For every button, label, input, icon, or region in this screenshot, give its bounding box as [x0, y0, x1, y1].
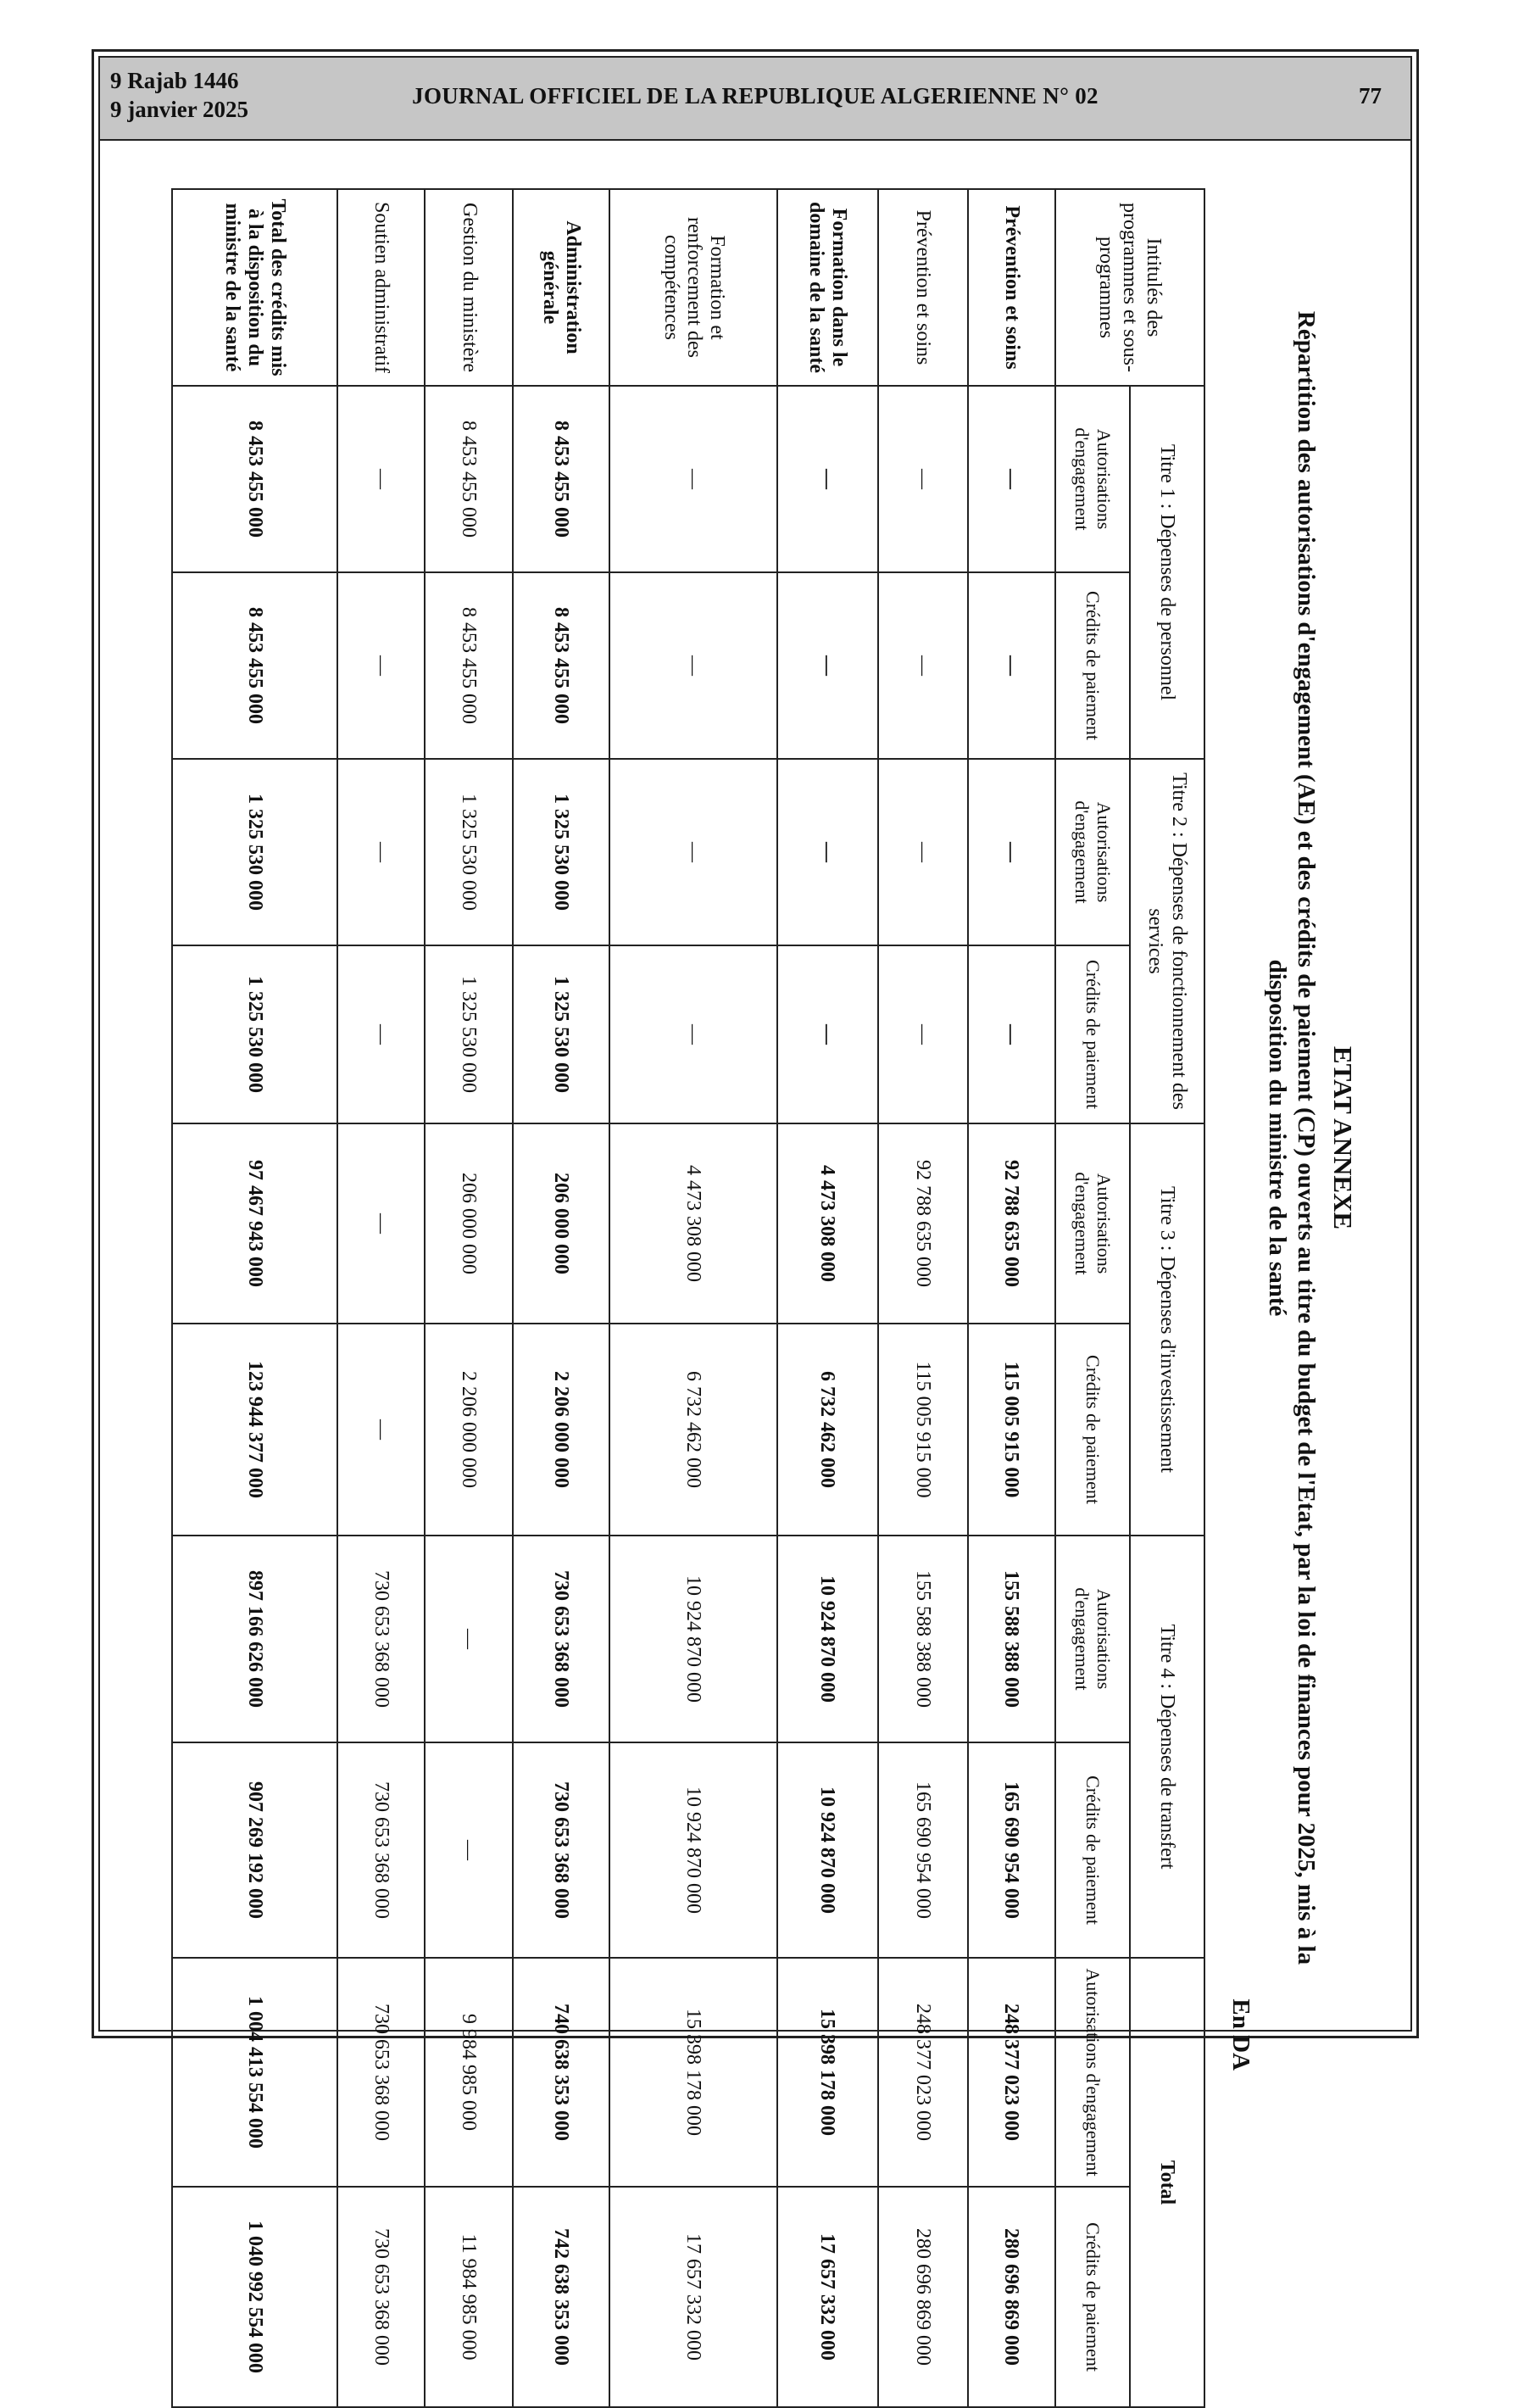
annex-title: ETAT ANNEXE — [1328, 1045, 1358, 1230]
table-row — [513, 189, 610, 2407]
table-cell: — — [337, 759, 425, 945]
header-cp: Crédits de paiement — [1055, 1324, 1130, 1536]
table-cell: — — [878, 572, 968, 759]
table-cell: 8 453 455 000 — [172, 386, 337, 572]
table-cell: 1 325 530 000 — [425, 759, 512, 945]
row-label: Gestion du ministère — [425, 189, 512, 386]
table-cell: — — [968, 945, 1055, 1123]
header-ae: Autorisations d'engagement — [1055, 759, 1130, 945]
row-label: Formation dans le domaine de la santé — [777, 189, 878, 386]
date-gregorian: 9 janvier 2025 — [110, 97, 248, 122]
table-cell: 4 473 308 000 — [777, 1123, 878, 1324]
header-label-column: Intitulés des programmes et sous-programmes — [1055, 189, 1204, 386]
table-cell: 2 206 000 000 — [513, 1324, 610, 1536]
table-cell: 15 398 178 000 — [609, 1958, 776, 2187]
table-cell: — — [609, 572, 776, 759]
table-cell: 115 005 915 000 — [878, 1324, 968, 1536]
table-cell: 730 653 368 000 — [513, 1536, 610, 1742]
table-cell: 1 325 530 000 — [513, 945, 610, 1123]
table-cell: 17 657 332 000 — [777, 2187, 878, 2407]
table-cell: — — [425, 1536, 512, 1742]
table-cell: 155 588 388 000 — [968, 1536, 1055, 1742]
table-cell: 115 005 915 000 — [968, 1324, 1055, 1536]
table-cell: — — [425, 1742, 512, 1958]
table-cell: 1 040 992 554 000 — [172, 2187, 337, 2407]
header-ae: Autorisations d'engagement — [1055, 1123, 1130, 1324]
table-cell: 11 984 985 000 — [425, 2187, 512, 2407]
journal-header — [100, 58, 1410, 141]
table-cell: 6 732 462 000 — [777, 1324, 878, 1536]
table-cell: 206 000 000 — [425, 1123, 512, 1324]
table-cell: 1 325 530 000 — [172, 759, 337, 945]
table-cell: 897 166 626 000 — [172, 1536, 337, 1742]
table-cell: — — [968, 572, 1055, 759]
table-cell: 8 453 455 000 — [513, 572, 610, 759]
annex-content — [221, 188, 1358, 2374]
table-cell: — — [337, 572, 425, 759]
budget-table — [171, 188, 1205, 2408]
header-titre3: Titre 3 : Dépenses d'investissement — [1130, 1123, 1204, 1536]
table-cell: — — [337, 945, 425, 1123]
table-cell: 8 453 455 000 — [172, 572, 337, 759]
table-row — [878, 189, 968, 2407]
table-cell: 280 696 869 000 — [878, 2187, 968, 2407]
table-body — [172, 189, 1055, 2407]
table-cell: — — [968, 759, 1055, 945]
header-total: Total — [1130, 1958, 1204, 2407]
table-cell: 206 000 000 — [513, 1123, 610, 1324]
table-cell: 1 325 530 000 — [513, 759, 610, 945]
table-cell: 97 467 943 000 — [172, 1123, 337, 1324]
table-cell: 907 269 192 000 — [172, 1742, 337, 1958]
row-label: Formation et renforcement des compétences — [609, 189, 776, 386]
table-cell: 92 788 635 000 — [878, 1123, 968, 1324]
table-cell: — — [609, 945, 776, 1123]
table-cell: 92 788 635 000 — [968, 1123, 1055, 1324]
table-cell: 1 004 413 554 000 — [172, 1958, 337, 2187]
header-ae: Autorisations d'engagement — [1055, 1958, 1130, 2187]
table-cell: — — [337, 1324, 425, 1536]
table-cell: 730 653 368 000 — [337, 2187, 425, 2407]
table-cell: 17 657 332 000 — [609, 2187, 776, 2407]
table-cell: 2 206 000 000 — [425, 1324, 512, 1536]
table-cell: 740 638 353 000 — [513, 1958, 610, 2187]
header-titre2: Titre 2 : Dépenses de fonctionnement des services — [1130, 759, 1204, 1123]
header-titre4: Titre 4 : Dépenses de transfert — [1130, 1536, 1204, 1958]
header-cp: Crédits de paiement — [1055, 945, 1130, 1123]
table-cell: 248 377 023 000 — [878, 1958, 968, 2187]
table-cell: 730 653 368 000 — [513, 1742, 610, 1958]
table-row — [337, 189, 425, 2407]
table-row — [609, 189, 776, 2407]
table-cell: 1 325 530 000 — [425, 945, 512, 1123]
date-hijri: 9 Rajab 1446 — [110, 68, 239, 93]
header-cp: Crédits de paiement — [1055, 572, 1130, 759]
table-cell: 248 377 023 000 — [968, 1958, 1055, 2187]
table-cell: 8 453 455 000 — [513, 386, 610, 572]
table-cell: 742 638 353 000 — [513, 2187, 610, 2407]
row-label: Prévention et soins — [878, 189, 968, 386]
table-cell: 8 453 455 000 — [425, 572, 512, 759]
row-label: Soutien administratif — [337, 189, 425, 386]
header-cp: Crédits de paiement — [1055, 2187, 1130, 2407]
table-cell: 730 653 368 000 — [337, 1536, 425, 1742]
table-cell: 155 588 388 000 — [878, 1536, 968, 1742]
table-cell: — — [878, 759, 968, 945]
header-titre1: Titre 1 : Dépenses de personnel — [1130, 386, 1204, 759]
header-ae: Autorisations d'engagement — [1055, 386, 1130, 572]
table-cell: 730 653 368 000 — [337, 1742, 425, 1958]
annex-subtitle — [1263, 188, 1321, 2087]
table-cell: — — [878, 945, 968, 1123]
table-row — [968, 189, 1055, 2407]
header-cp: Crédits de paiement — [1055, 1742, 1130, 1958]
table-cell: 4 473 308 000 — [609, 1123, 776, 1324]
table-cell: 280 696 869 000 — [968, 2187, 1055, 2407]
annex-subtitle-line2: disposition du ministre de la santé — [1264, 959, 1291, 1317]
table-cell: — — [609, 759, 776, 945]
annex-subtitle-line1: Répartition des autorisations d'engagement (AE) et des crédits de paiement (CP) ouverts au titre du budget de l'Etat, par la loi de finances pour 2025, mis à la — [1293, 310, 1320, 1965]
table-cell: 165 690 954 000 — [968, 1742, 1055, 1958]
table-row — [777, 189, 878, 2407]
table-cell: 1 325 530 000 — [172, 945, 337, 1123]
table-cell: 6 732 462 000 — [609, 1324, 776, 1536]
table-cell: 165 690 954 000 — [878, 1742, 968, 1958]
row-label: Total des crédits mis à la disposition du ministre de la santé — [172, 189, 337, 386]
table-cell: — — [609, 386, 776, 572]
table-cell: 15 398 178 000 — [777, 1958, 878, 2187]
journal-title: JOURNAL OFFICIEL DE LA REPUBLIQUE ALGERIENNE N° 02 — [412, 83, 1099, 109]
table-cell: 8 453 455 000 — [425, 386, 512, 572]
table-cell: 123 944 377 000 — [172, 1324, 337, 1536]
table-row — [425, 189, 512, 2407]
table-row — [172, 189, 337, 2407]
table-cell: — — [878, 386, 968, 572]
table-cell: — — [777, 759, 878, 945]
table-cell: — — [337, 1123, 425, 1324]
currency-unit: En DA — [1227, 1998, 1254, 2071]
table-cell: 10 924 870 000 — [609, 1536, 776, 1742]
table-cell: 730 653 368 000 — [337, 1958, 425, 2187]
row-label: Prévention et soins — [968, 189, 1055, 386]
table-cell: — — [777, 945, 878, 1123]
table-cell: — — [968, 386, 1055, 572]
table-cell: 10 924 870 000 — [609, 1742, 776, 1958]
table-cell: 10 924 870 000 — [777, 1742, 878, 1958]
table-cell: 9 984 985 000 — [425, 1958, 512, 2187]
page-number: 77 — [1359, 83, 1382, 109]
table-cell: — — [337, 386, 425, 572]
row-label: Administration générale — [513, 189, 610, 386]
table-cell: — — [777, 386, 878, 572]
table-cell: 10 924 870 000 — [777, 1536, 878, 1742]
header-ae: Autorisations d'engagement — [1055, 1536, 1130, 1742]
table-cell: — — [777, 572, 878, 759]
